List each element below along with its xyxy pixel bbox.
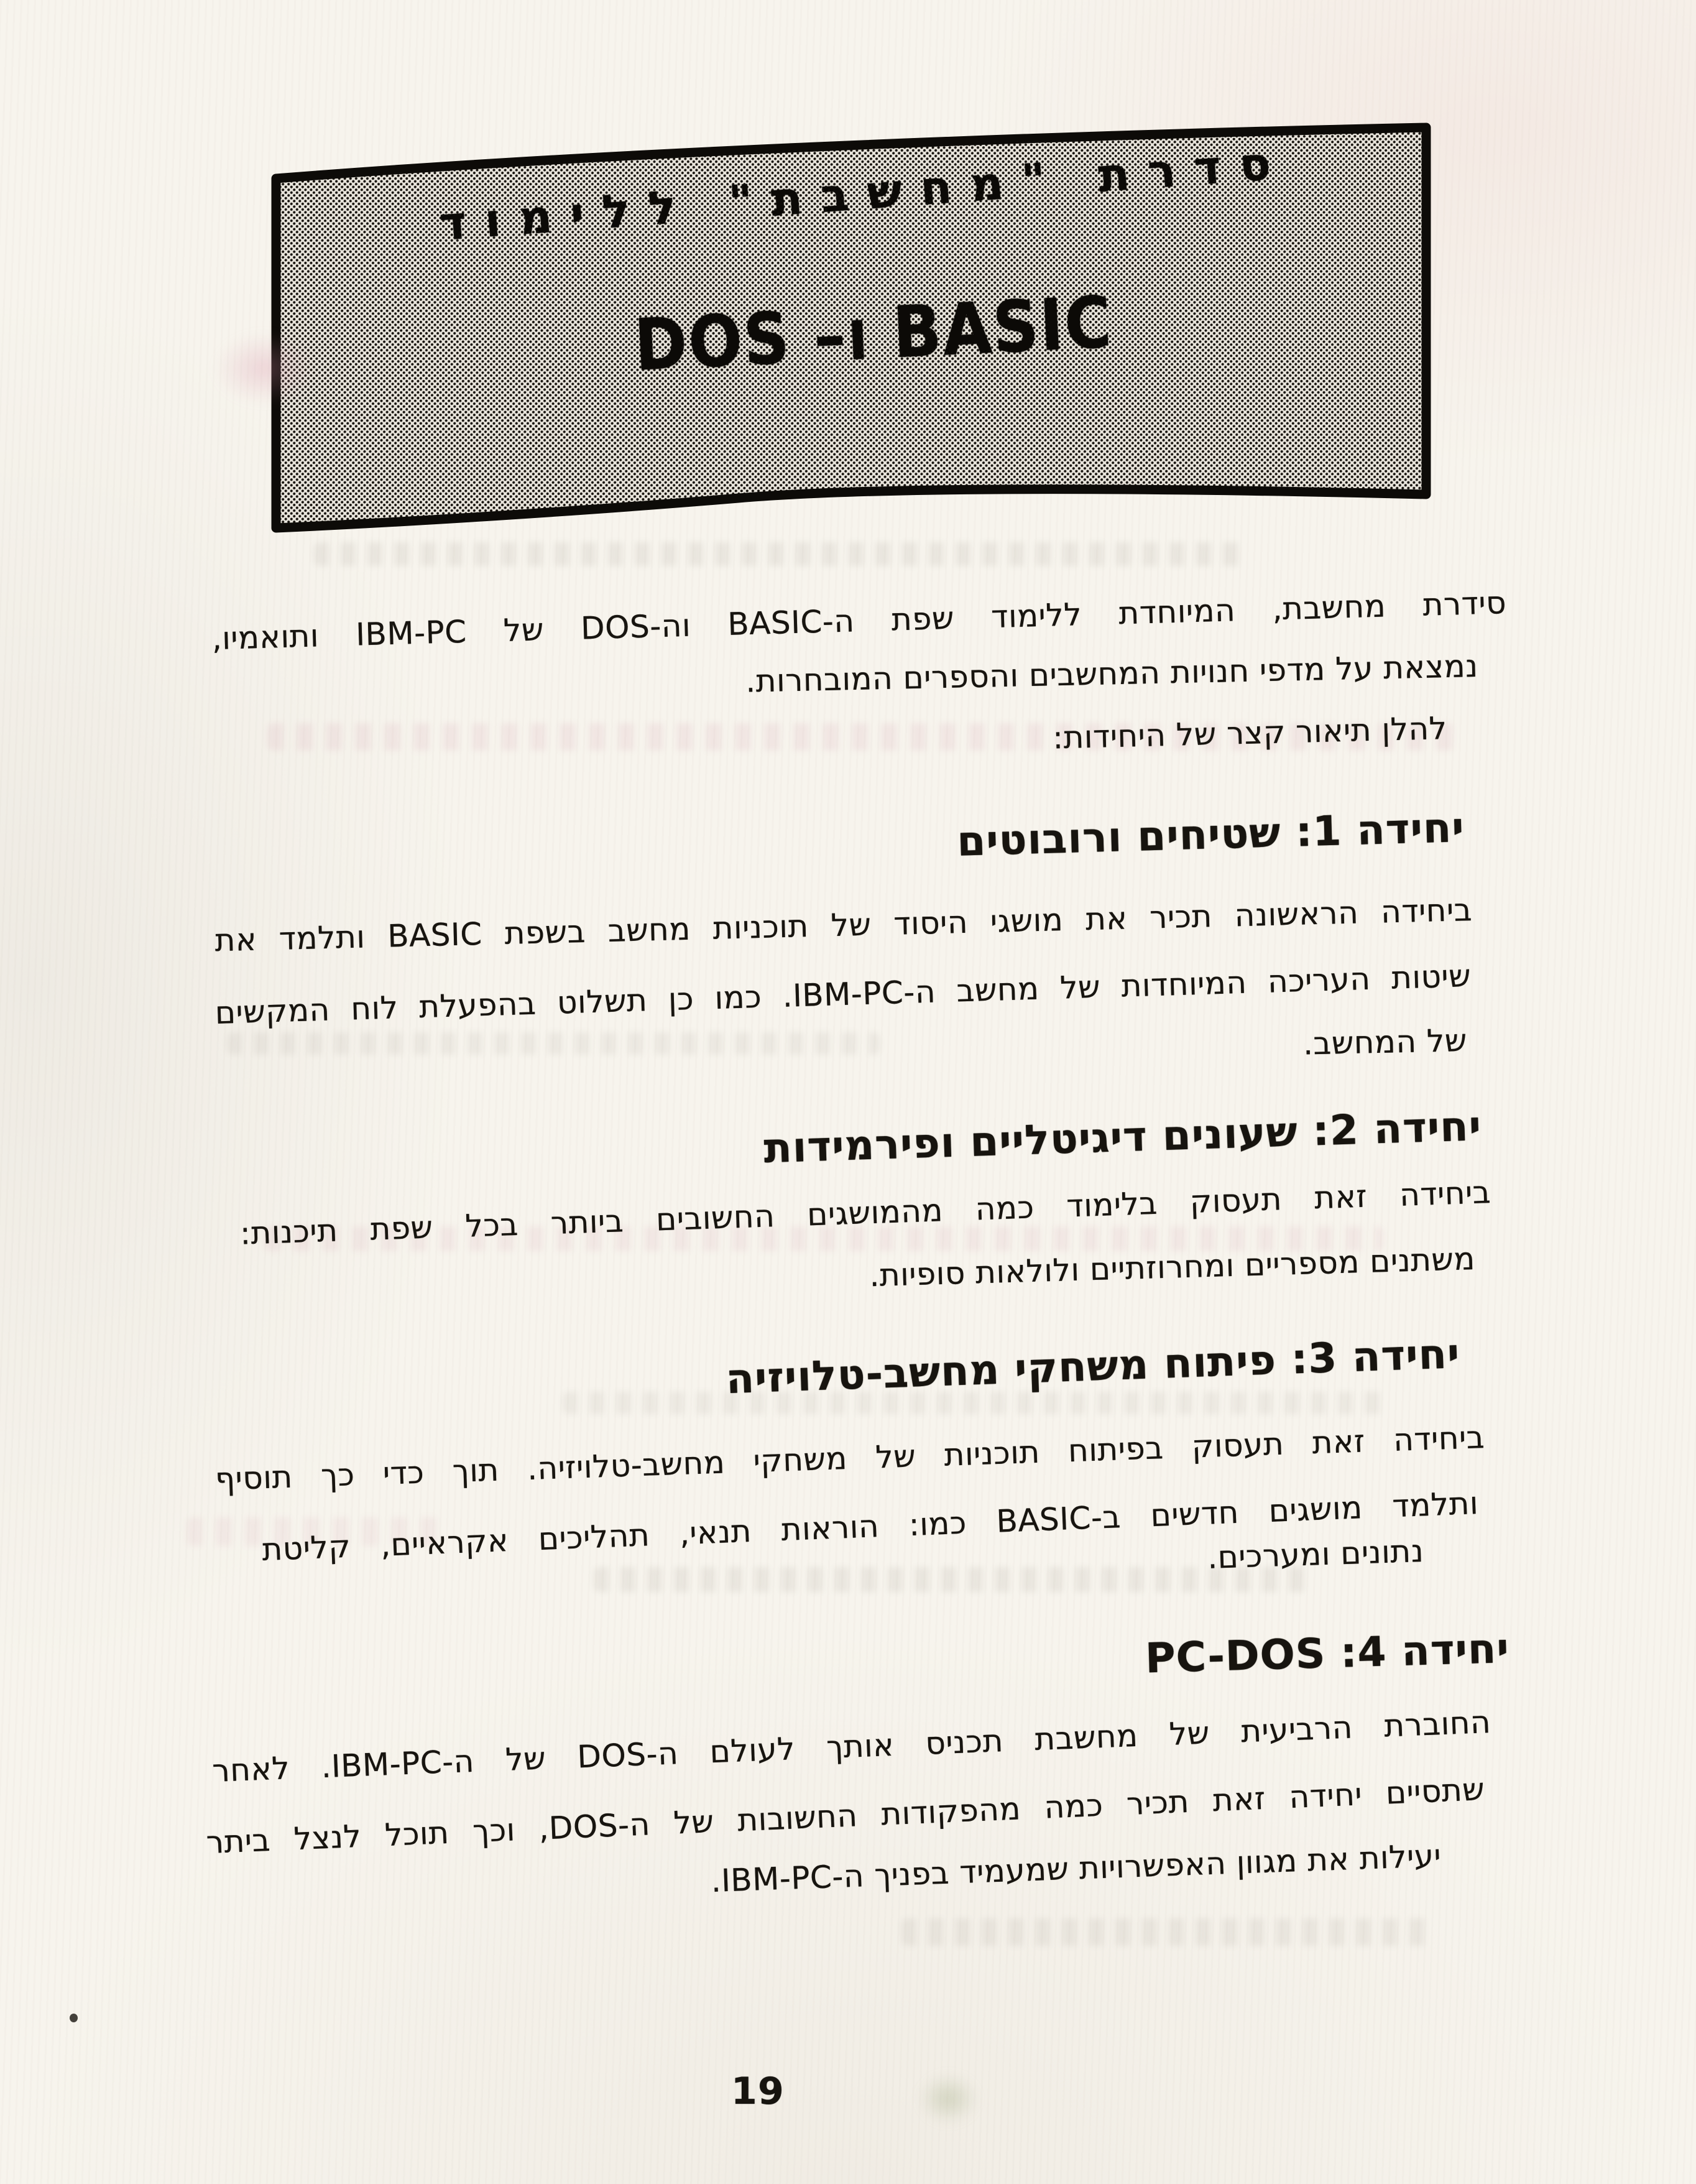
unit-4-line: החוברת הרביעית של מחשבת תכניס אותך לעולם ה-DOS של ה-IBM-PC. לאחר bbox=[211, 1704, 1492, 1789]
unit-1-heading: יחידה 1: שטיחים ורובוטים bbox=[956, 803, 1466, 866]
ink-speck bbox=[70, 2014, 78, 2022]
bleed-through-text bbox=[563, 1392, 1383, 1414]
unit-2-line: ביחידה זאת תעסוק בלימוד כמה מהמושגים החשובים ביותר בכל שפת תיכנות: bbox=[239, 1174, 1491, 1252]
unit-4-line: שתסיים יחידה זאת תכיר כמה מהפקודות החשובות של ה-DOS, וכך תוכל לנצל ביתר bbox=[205, 1771, 1486, 1861]
intro-line: סידרת מחשבת, המיוחדת ללימוד שפת ה-BASIC וה-DOS של IBM-PC ותואמיו, bbox=[211, 585, 1507, 657]
unit-3-line: ותלמד מושגים חדשים ב-BASIC כמו: הוראות תנאי, תהליכים אקראיים, קליטת bbox=[261, 1485, 1480, 1568]
unit-3-heading: יחידה 3: פיתוח משחקי מחשב-טלויזיה bbox=[725, 1330, 1461, 1404]
unit-1-line: ביחידה הראשונה תכיר את מושגי היסוד של תוכניות מחשב בשפת BASIC ותלמד את bbox=[214, 892, 1473, 959]
green-smudge bbox=[919, 2074, 978, 2124]
page-number: 19 bbox=[731, 2070, 785, 2113]
unit-4-heading: יחידה 4: PC-DOS bbox=[1145, 1624, 1511, 1683]
unit-4-line: יעילות את מגוון האפשרויות שמעמיד בפניך ה-IBM-PC. bbox=[710, 1838, 1442, 1899]
bleed-through-text bbox=[594, 1567, 1309, 1592]
unit-3-line: ביחידה זאת תעסוק בפיתוח תוכניות של משחקי מחשב-טלויזיה. תוך כדי כך תוסיף bbox=[214, 1419, 1485, 1497]
unit-2-line: משתנים מספריים ומחרוזתיים ולולאות סופיות. bbox=[869, 1241, 1476, 1294]
unit-3-line: נתונים ומערכים. bbox=[1207, 1533, 1424, 1576]
banner-subtitle: BASIC ו– DOS bbox=[632, 281, 1115, 387]
unit-1-line: שיטות העריכה המיוחדות של מחשב ה-IBM-PC. כמו כן תשלוט בהפעלת לוח המקשים bbox=[214, 958, 1472, 1031]
banner-title: סדרת "מחשבת" ללימוד bbox=[437, 135, 1291, 252]
bleed-through-text bbox=[901, 1918, 1436, 1946]
bleed-through-text bbox=[314, 542, 1247, 566]
unit-1-line: של המחשב. bbox=[1302, 1022, 1468, 1062]
pink-smudge bbox=[214, 333, 314, 404]
bleed-through-text bbox=[227, 1032, 880, 1055]
intro-line: נמצאת על מדפי חנויות המחשבים והספרים המובחרות. bbox=[745, 648, 1479, 700]
unit-2-heading: יחידה 2: שעונים דיגיטליים ופירמידות bbox=[763, 1102, 1483, 1173]
intro-line: להלן תיאור קצר של היחידות: bbox=[1052, 710, 1448, 756]
